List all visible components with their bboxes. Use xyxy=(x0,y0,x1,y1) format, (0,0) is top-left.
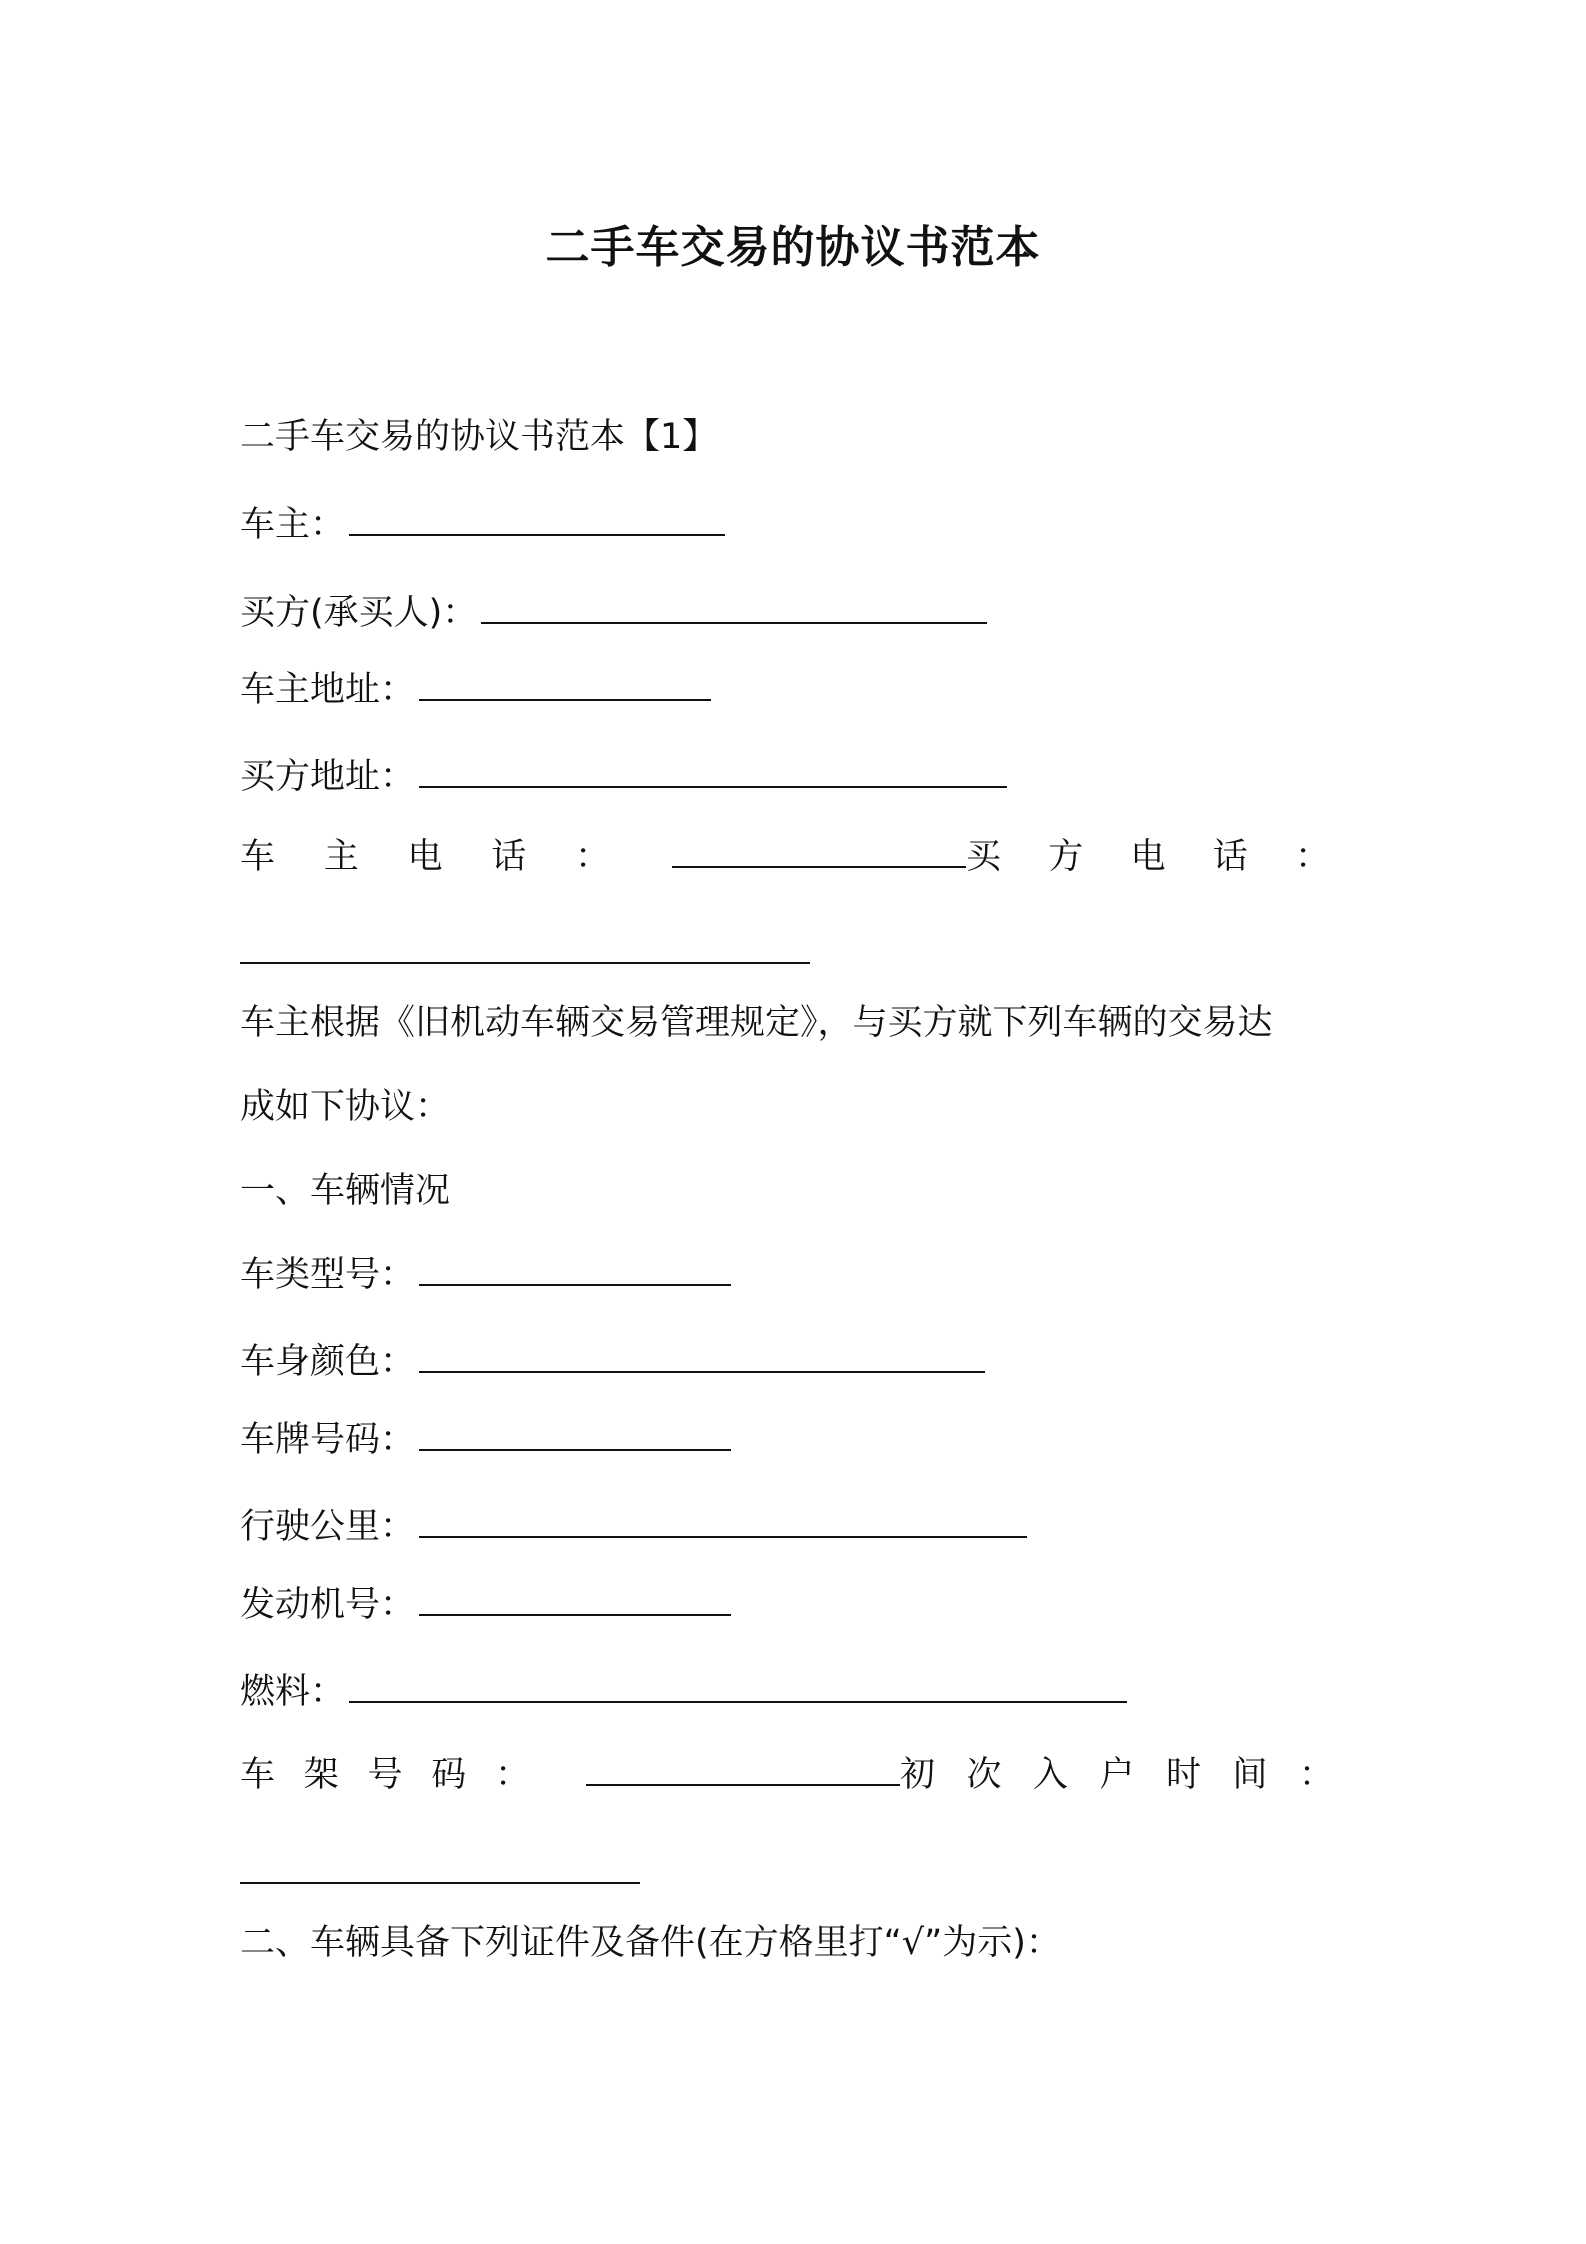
owner-address-label: 车主地址： xyxy=(240,670,416,710)
engine-number-field: 发动机号： xyxy=(240,1580,1360,1630)
subtitle: 二手车交易的协议书范本【1】 xyxy=(240,417,718,457)
vehicle-type-field: 车类型号： xyxy=(240,1250,1360,1300)
frame-row xyxy=(240,1750,1360,1800)
mileage-blank[interactable] xyxy=(419,1502,1027,1538)
buyer-address-blank[interactable] xyxy=(419,752,1007,788)
frame-number-blank[interactable] xyxy=(586,1750,900,1786)
section-2-heading: 二、车辆具备下列证件及备件(在方格里打“√”为示)： xyxy=(240,1923,1061,1963)
buyer-address-label: 买方地址： xyxy=(240,757,416,797)
intro-line-1: 车主根据《旧机动车辆交易管理规定》，与买方就下列车辆的交易达 xyxy=(240,1003,1273,1043)
intro-line-2: 成如下协议： xyxy=(240,1087,451,1127)
owner-address-field xyxy=(240,665,1360,715)
buyer-field xyxy=(240,588,1360,638)
owner-phone-label: 车 主 电 话 ： xyxy=(240,837,610,877)
frame-number-label: 车 架 号 码 ： xyxy=(240,1755,530,1795)
fuel-blank[interactable] xyxy=(349,1667,1127,1703)
vehicle-type-blank[interactable] xyxy=(419,1250,731,1286)
buyer-address-field xyxy=(240,752,1360,802)
section-1-heading: 一、车辆情况 xyxy=(240,1171,451,1211)
plate-number-field: 车牌号码： xyxy=(240,1415,1360,1465)
buyer-label: 买方(承买人)： xyxy=(240,593,478,633)
buyer-phone-blank[interactable] xyxy=(240,960,810,964)
fuel-field: 燃料： xyxy=(240,1667,1360,1717)
first-registration-blank[interactable] xyxy=(240,1880,640,1884)
owner-address-blank[interactable] xyxy=(419,665,711,701)
owner-blank[interactable] xyxy=(349,500,725,536)
plate-number-blank[interactable] xyxy=(419,1415,731,1451)
mileage-field: 行驶公里： xyxy=(240,1502,1360,1552)
phone-row xyxy=(240,832,1360,882)
buyer-blank[interactable] xyxy=(481,588,987,624)
owner-field xyxy=(240,500,1360,550)
owner-label: 车主： xyxy=(240,505,346,545)
document-title: 二手车交易的协议书范本 xyxy=(545,222,1041,273)
buyer-phone-label: 买 方 电 话 ： xyxy=(966,837,1330,877)
first-registration-label: 初 次 入 户 时 间 ： xyxy=(900,1755,1334,1795)
body-color-blank[interactable] xyxy=(419,1337,985,1373)
owner-phone-blank[interactable] xyxy=(672,832,966,868)
body-color-field: 车身颜色： xyxy=(240,1337,1360,1387)
engine-number-blank[interactable] xyxy=(419,1580,731,1616)
